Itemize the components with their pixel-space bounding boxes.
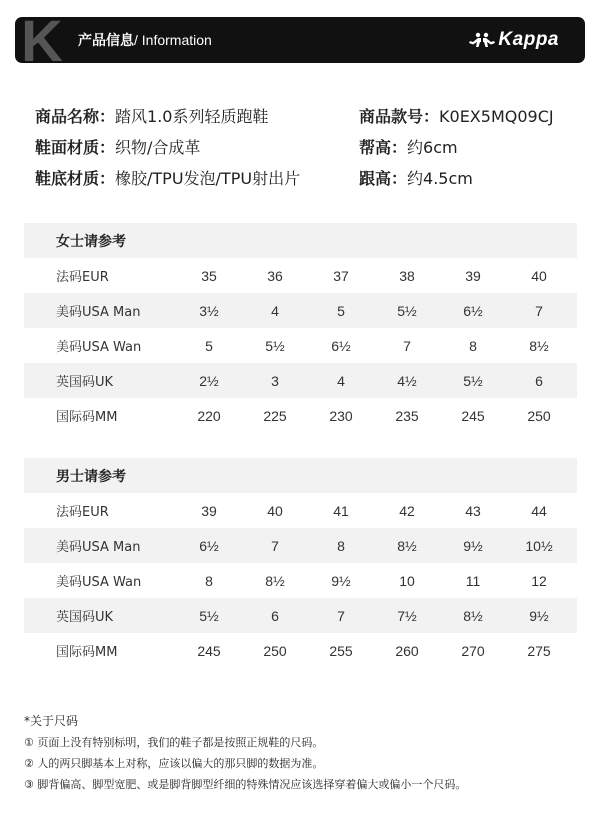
size-cell: 5½ [265,337,285,354]
table-row [24,633,577,668]
size-cell: 9½ [463,537,483,554]
size-cell: 7½ [397,607,417,624]
size-cell: 37 [333,267,349,284]
size-cell: 35 [201,267,217,284]
size-cell: 10½ [525,537,553,554]
size-cell: 250 [527,407,551,424]
size-cell: 7 [535,302,543,319]
size-cell: 3½ [199,302,219,319]
heel-height-label: 跟高： [359,169,408,188]
size-cell: 245 [197,642,221,659]
size-cell: 225 [263,407,287,424]
size-cell: 270 [461,642,485,659]
row-label: 英国码UK [56,375,114,390]
size-cell: 12 [531,572,547,589]
kappa-omini-logo-icon [469,32,495,48]
product-code-value: K0EX5MQ09CJ [439,107,554,126]
size-cell: 220 [197,407,221,424]
size-cell: 40 [267,502,283,519]
size-cell: 6 [535,372,543,389]
size-cell: 41 [333,502,349,519]
upper-material [35,135,359,158]
size-cell: 43 [465,502,481,519]
size-cell: 8 [469,337,477,354]
size-cell: 11 [465,572,481,589]
product-info [35,100,575,193]
table-row [24,328,577,363]
size-cell: 8½ [265,572,285,589]
women-table-title: 女士请参考 [24,223,577,258]
table-row [24,493,577,528]
size-cell: 2½ [199,372,219,389]
row-label: 美码USA Man [56,540,141,555]
heel-height-value: 约4.5cm [407,169,473,188]
size-cell: 8 [337,537,345,554]
size-cell: 39 [201,502,217,519]
row-label: 美码USA Wan [56,575,142,590]
size-cell: 38 [399,267,415,284]
table-row [24,563,577,598]
row-label: 美码USA Wan [56,340,142,355]
women-size-table [24,223,577,433]
size-cell: 42 [399,502,415,519]
upper-height [359,135,458,158]
info-row [35,131,575,162]
row-label: 法码EUR [56,505,109,520]
k-watermark: K [21,17,61,63]
section-title-en: / Information [134,32,212,48]
table-row [24,258,577,293]
product-code [359,104,554,127]
table-row [24,398,577,433]
size-cell: 9½ [529,607,549,624]
info-row [35,100,575,131]
note-item: ③ 脚背偏高、脚型宽肥、或是脚背脚型纤细的特殊情况应该选择穿着偏大或偏小一个尺码。 [24,778,467,791]
product-code-label: 商品款号： [359,107,440,126]
size-cell: 8½ [529,337,549,354]
size-cell: 4½ [397,372,417,389]
header-bar [15,17,585,63]
section-title-cn: 产品信息 [78,33,134,49]
size-cell: 245 [461,407,485,424]
size-cell: 235 [395,407,419,424]
upper-height-value: 约6cm [407,138,458,157]
row-label: 国际码MM [56,410,118,425]
brand-logo [469,29,559,51]
brand-name: Kappa [498,29,559,50]
size-cell: 6½ [463,302,483,319]
table-row [24,293,577,328]
table-row [24,363,577,398]
size-cell: 8½ [397,537,417,554]
heel-height [359,166,473,189]
size-cell: 7 [403,337,411,354]
size-cell: 36 [267,267,283,284]
size-cell: 5½ [463,372,483,389]
size-cell: 6½ [331,337,351,354]
size-cell: 7 [337,607,345,624]
note-item: ① 页面上没有特别标明，我们的鞋子都是按照正规鞋的尺码。 [24,736,324,749]
product-name-value: 踏风1.0系列轻质跑鞋 [115,107,269,126]
size-cell: 260 [395,642,419,659]
size-cell: 5 [337,302,345,319]
size-cell: 230 [329,407,353,424]
row-label: 国际码MM [56,645,118,660]
size-cell: 250 [263,642,287,659]
size-cell: 9½ [331,572,351,589]
size-cell: 5½ [199,607,219,624]
info-row [35,162,575,193]
size-cell: 44 [531,502,547,519]
sole-material-value: 橡胶/TPU发泡/TPU射出片 [115,169,301,188]
size-cell: 8½ [463,607,483,624]
size-cell: 8 [205,572,213,589]
size-notes [24,711,584,795]
size-cell: 5½ [397,302,417,319]
size-cell: 7 [271,537,279,554]
size-cell: 6 [271,607,279,624]
size-cell: 39 [465,267,481,284]
section-title [78,31,212,50]
size-cell: 10 [399,572,415,589]
size-cell: 40 [531,267,547,284]
row-label: 美码USA Man [56,305,141,320]
size-cell: 6½ [199,537,219,554]
size-cell: 5 [205,337,213,354]
note-item: ② 人的两只脚基本上对称，应该以偏大的那只脚的数据为准。 [24,757,324,770]
product-name [35,104,359,127]
size-cell: 4 [337,372,345,389]
notes-title: *关于尺码 [24,714,79,728]
table-row [24,598,577,633]
sole-material [35,166,359,189]
upper-material-value: 织物/合成革 [115,138,201,157]
row-label: 英国码UK [56,610,114,625]
men-size-table [24,458,577,668]
upper-material-label: 鞋面材质： [35,138,116,157]
table-row [24,528,577,563]
size-cell: 4 [271,302,279,319]
size-cell: 3 [271,372,279,389]
men-table-title: 男士请参考 [24,458,577,493]
upper-height-label: 帮高： [359,138,408,157]
sole-material-label: 鞋底材质： [35,169,116,188]
row-label: 法码EUR [56,270,109,285]
size-cell: 255 [329,642,353,659]
product-name-label: 商品名称： [35,107,116,126]
size-cell: 275 [527,642,551,659]
